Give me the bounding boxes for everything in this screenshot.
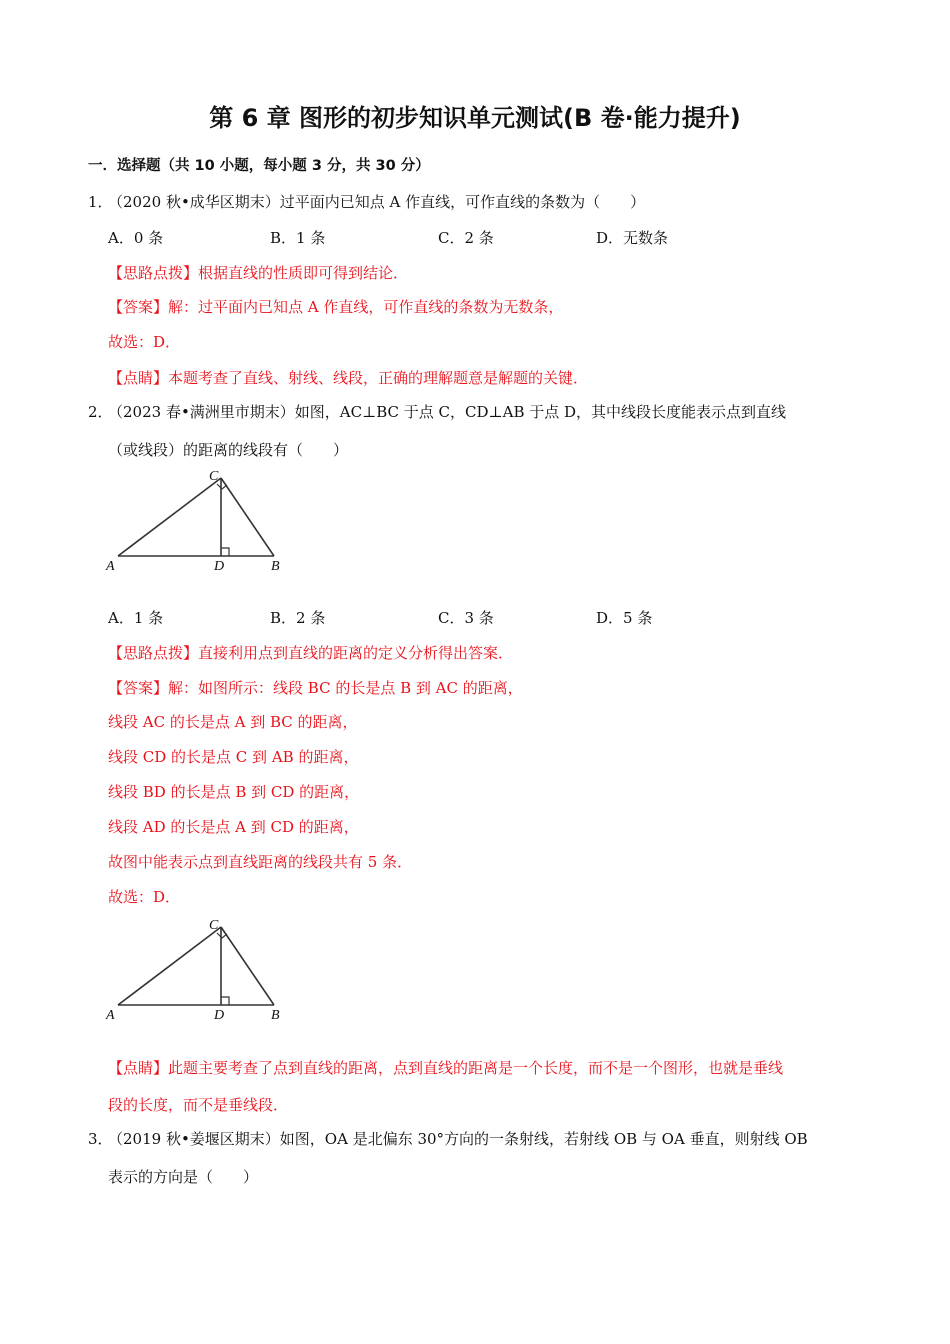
q3-number: 3． [88,1130,113,1148]
q2-option-a: A．1 条 [108,609,164,627]
triangle-figure-1 [100,462,300,582]
q2-choose: 故选：D． [108,888,181,906]
label-a: A [106,559,115,574]
q3-text-line1: （2019 秋•姜堰区期末）如图，OA 是北偏东 30°方向的一条射线，若射线 OB 与 OA 垂直，则射线 OB [108,1130,808,1148]
q2-answer-line: 线段 AD 的长是点 A 到 CD 的距离， [108,818,359,836]
q1-option-d: D．无数条 [596,229,669,247]
q3-text-line2: 表示的方向是（ ） [108,1168,259,1186]
label-b: B [271,559,280,574]
q2-comment-line2: 段的长度，而不是垂线段． [108,1096,289,1114]
q2-answer-line: 故图中能表示点到直线距离的线段共有 5 条． [108,853,413,871]
q1-choose: 故选：D． [108,333,181,351]
section-heading: 一．选择题（共 10 小题，每小题 3 分，共 30 分） [88,158,430,174]
q1-option-a: A．0 条 [108,229,164,247]
label-b: B [271,1008,280,1023]
q2-answer-line: 线段 CD 的长是点 C 到 AB 的距离， [108,748,359,766]
q1-hint: 【思路点拨】根据直线的性质即可得到结论． [108,264,409,282]
q2-option-b: B．2 条 [270,609,326,627]
label-d: D [214,1008,225,1023]
q2-hint: 【思路点拨】直接利用点到直线的距离的定义分析得出答案． [108,644,514,662]
label-a: A [106,1008,115,1023]
q1-text: （2020 秋•成华区期末）过平面内已知点 A 作直线，可作直线的条数为（ ） [108,193,646,211]
q1-comment: 【点睛】本题考查了直线、射线、线段，正确的理解题意是解题的关键． [108,369,589,387]
q2-text-line1: （2023 春•满洲里市期末）如图，AC⊥BC 于点 C，CD⊥AB 于点 D，其中线段长度能表示点到直线 [108,403,787,421]
q1-option-b: B．1 条 [270,229,326,247]
q2-number: 2． [88,403,113,421]
q2-answer-line: 【答案】解：如图所示：线段 BC 的长是点 B 到 AC 的距离， [108,679,523,697]
label-c: C [209,469,219,484]
q1-answer: 【答案】解：过平面内已知点 A 作直线，可作直线的条数为无数条， [108,298,564,316]
q2-option-c: C．3 条 [438,609,494,627]
q2-comment-line1: 【点睛】此题主要考查了点到直线的距离，点到直线的距离是一个长度，而不是一个图形，也就是垂线 [108,1059,784,1077]
label-d: D [214,559,225,574]
triangle-figure-2 [100,912,300,1032]
page-title: 第 6 章 图形的初步知识单元测试(B 卷·能力提升) [209,104,741,132]
q2-answer-line: 线段 AC 的长是点 A 到 BC 的距离， [108,713,358,731]
q2-text-line2: （或线段）的距离的线段有（ ） [108,441,349,459]
q2-option-d: D．5 条 [596,609,653,627]
q1-option-c: C．2 条 [438,229,494,247]
q2-answer-line: 线段 BD 的长是点 B 到 CD 的距离， [108,783,360,801]
q1-number: 1． [88,193,113,211]
label-c: C [209,918,219,933]
